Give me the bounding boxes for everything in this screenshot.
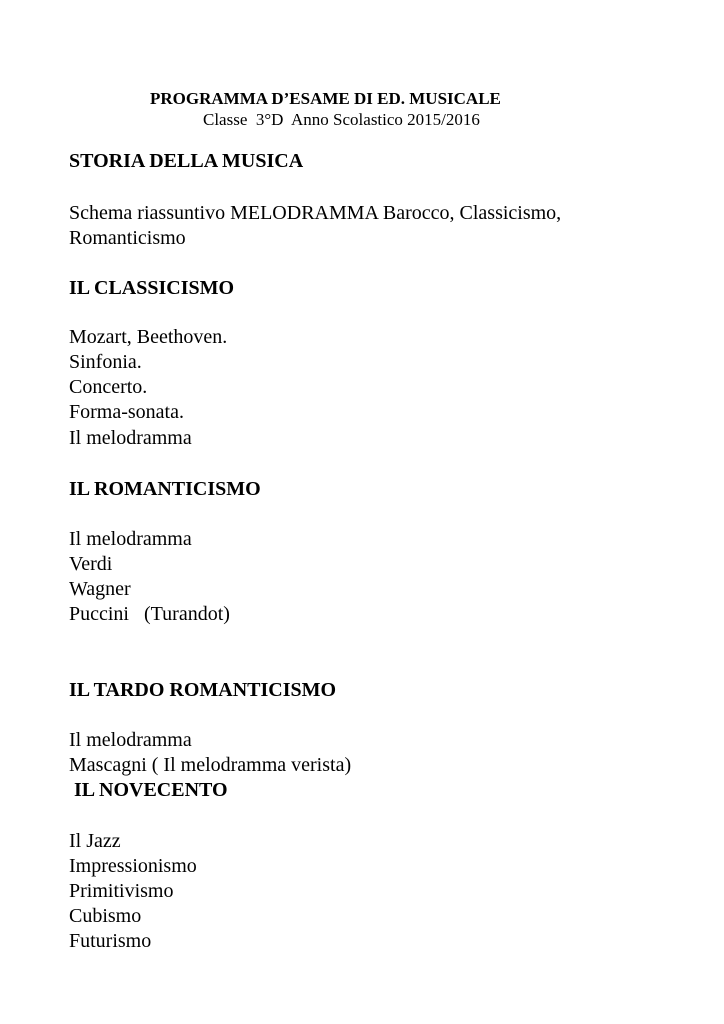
storia-line: Romanticismo [69, 227, 186, 249]
novecento-item: Primitivismo [69, 880, 174, 902]
section-heading-classicismo: IL CLASSICISMO [69, 277, 235, 299]
novecento-item: Il Jazz [69, 830, 121, 852]
classicismo-item: Il melodramma [69, 427, 192, 449]
romanticismo-item: Wagner [69, 578, 131, 600]
romanticismo-item: Il melodramma [69, 528, 192, 550]
section-heading-romanticismo: IL ROMANTICISMO [69, 478, 261, 500]
section-heading-novecento: IL NOVECENTO [69, 779, 228, 801]
classicismo-item: Concerto. [69, 376, 148, 398]
romanticismo-item: Verdi [69, 553, 113, 575]
classicismo-item: Mozart, Beethoven. [69, 326, 228, 348]
storia-line: Schema riassuntivo MELODRAMMA Barocco, Classicismo, [69, 202, 562, 224]
novecento-item: Cubismo [69, 905, 142, 927]
section-heading-tardo-romanticismo: IL TARDO ROMANTICISMO [69, 679, 337, 701]
classicismo-item: Forma-sonata. [69, 401, 184, 423]
classicismo-item: Sinfonia. [69, 351, 142, 373]
tardo-romanticismo-item: Mascagni ( Il melodramma verista) [69, 754, 352, 776]
document-subtitle: Classe 3°D Anno Scolastico 2015/2016 [203, 110, 480, 129]
section-heading-storia: STORIA DELLA MUSICA [69, 150, 304, 172]
novecento-item: Futurismo [69, 930, 152, 952]
novecento-item: Impressionismo [69, 855, 197, 877]
document-title: PROGRAMMA D’ESAME DI ED. MUSICALE [150, 89, 501, 108]
romanticismo-item: Puccini (Turandot) [69, 603, 230, 625]
tardo-romanticismo-item: Il melodramma [69, 729, 192, 751]
